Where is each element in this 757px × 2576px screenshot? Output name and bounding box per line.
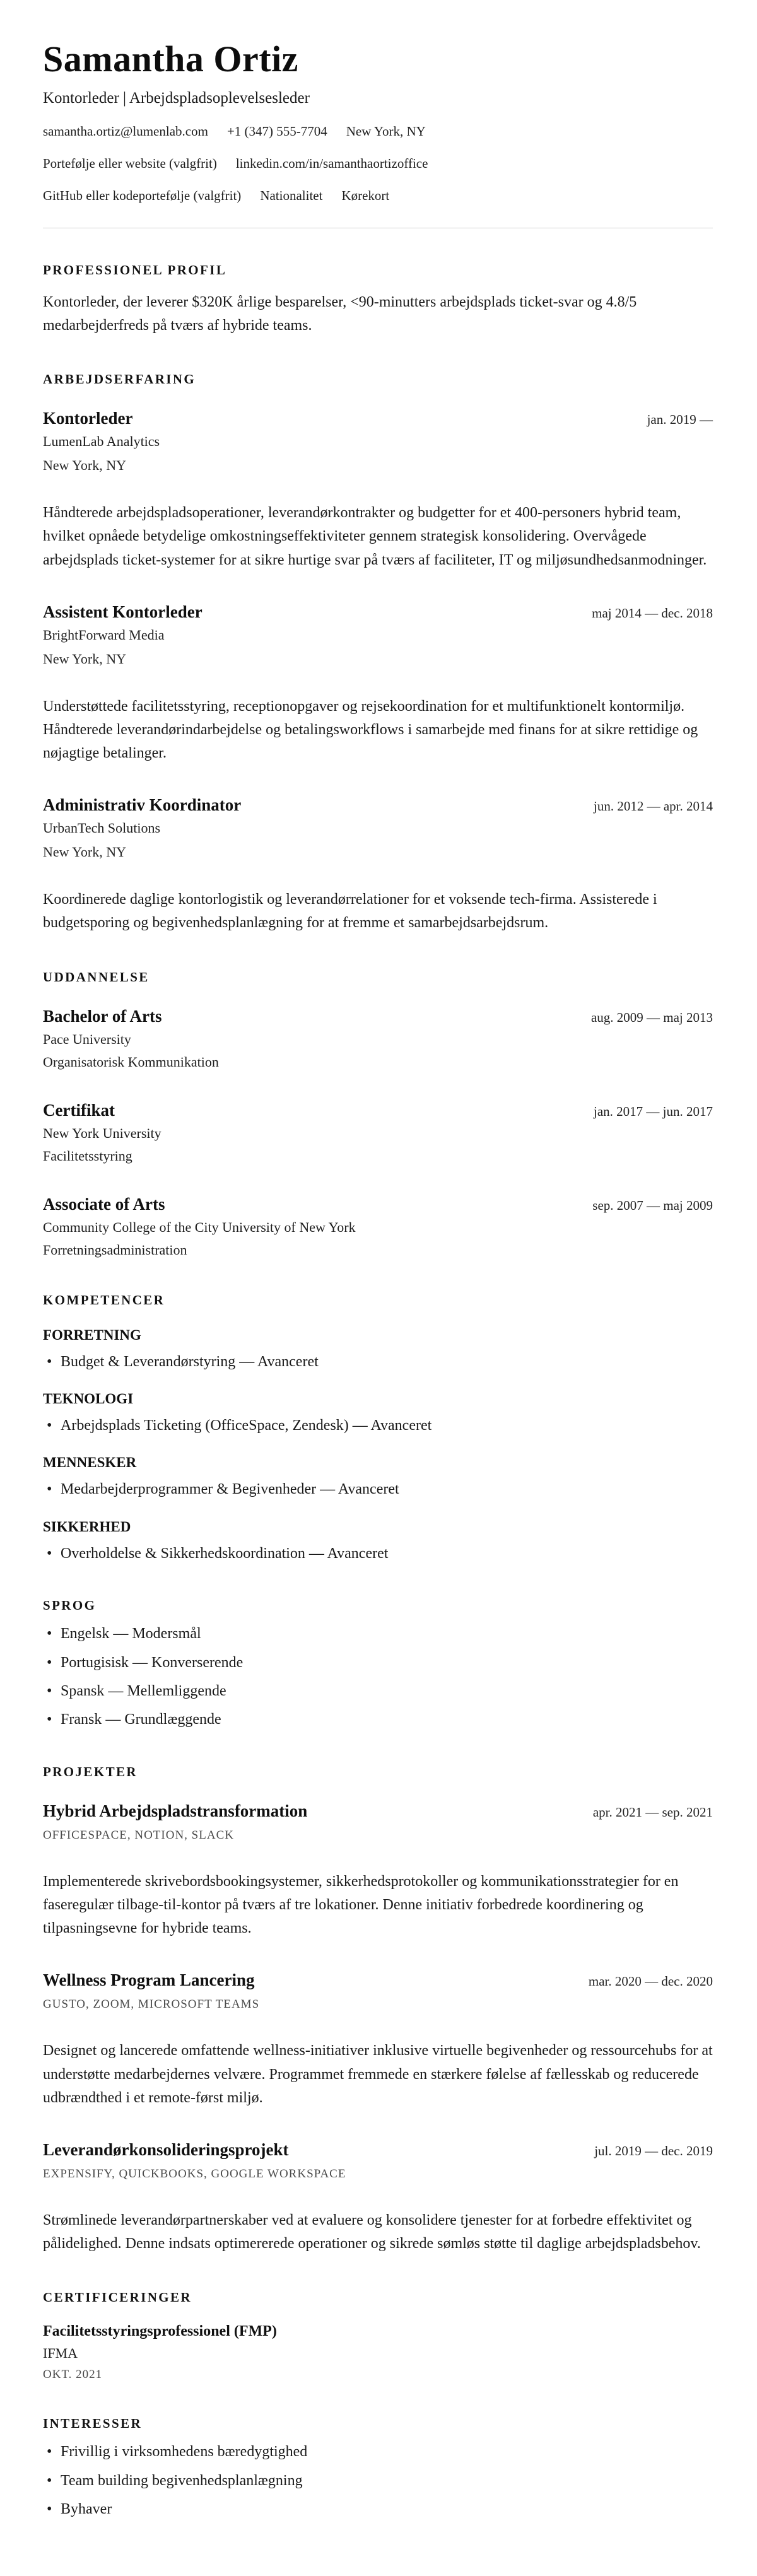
job-dates: maj 2014 — dec. 2018 bbox=[592, 605, 713, 621]
skill-list bbox=[43, 1479, 713, 1499]
job-location: New York, NY bbox=[43, 650, 127, 667]
job-title: Assistent Kontorleder bbox=[43, 602, 202, 621]
skill-group bbox=[43, 1455, 713, 1499]
certifications-heading: CERTIFICERINGER bbox=[43, 2290, 192, 2305]
job-dates: jun. 2012 — apr. 2014 bbox=[594, 799, 713, 814]
project-item-header bbox=[43, 2140, 713, 2160]
resume-header bbox=[43, 39, 713, 204]
education-item-header bbox=[43, 1195, 713, 1214]
degree-name: Associate of Arts bbox=[43, 1194, 165, 1214]
education-item bbox=[43, 1195, 713, 1258]
field-of-study: Facilitetsstyring bbox=[43, 1147, 132, 1164]
contact-row-1 bbox=[43, 124, 713, 139]
education-dates: jan. 2017 — jun. 2017 bbox=[594, 1103, 713, 1119]
skill-category: MENNESKER bbox=[43, 1455, 137, 1471]
profile-text: Kontorleder, der leverer $320K årlige besparelser, <90-minutters arbejdsplads ticket-svar og 4.8/5 medarbejderfreds på tværs af hybride teams. bbox=[43, 293, 637, 334]
skill-group bbox=[43, 1519, 713, 1564]
skill-category: SIKKERHED bbox=[43, 1518, 131, 1535]
section-experience bbox=[43, 372, 713, 935]
contact-email: samantha.ortiz@lumenlab.com bbox=[43, 123, 208, 139]
section-certifications bbox=[43, 2290, 713, 2382]
school-name: Pace University bbox=[43, 1031, 131, 1047]
skill-category: FORRETNING bbox=[43, 1326, 141, 1343]
job-company: LumenLab Analytics bbox=[43, 433, 160, 450]
job-location: New York, NY bbox=[43, 457, 127, 474]
project-tools: OFFICESPACE, NOTION, SLACK bbox=[43, 1828, 234, 1842]
job-company: BrightForward Media bbox=[43, 626, 165, 643]
language-item: • Fransk — Grundlæggende bbox=[43, 1709, 713, 1730]
education-heading: UDDANNELSE bbox=[43, 969, 150, 985]
project-description: Strømlinede leverandørpartnerskaber ved at evaluere og konsolidere tjenester for at forbedre effektivitet og pålidelighed. Denne indsats optimererede operationer og sikrede sømløs støtte til daglige arbejdspladsbehov. bbox=[43, 2211, 701, 2252]
skill-category: TEKNOLOGI bbox=[43, 1391, 134, 1407]
interest-item: • Team building begivenhedsplanlægning bbox=[43, 2471, 713, 2491]
field-of-study: Organisatorisk Kommunikation bbox=[43, 1053, 219, 1070]
languages-heading: SPROG bbox=[43, 1598, 97, 1613]
job-dates: jan. 2019 — bbox=[647, 412, 713, 428]
job-description: Understøttede facilitetsstyring, receptionopgaver og rejsekoordination for et multifunktionelt kontormiljø. Håndterede leverandørindarbejdelse og betalingsworkflows i samarbejde med finans for at sikre rettidige og nøjagtige betalinger. bbox=[43, 698, 698, 762]
skill-item: • Overholdelse & Sikkerhedskoordination — Avanceret bbox=[43, 1543, 713, 1564]
interest-item: • Byhaver bbox=[43, 2499, 713, 2519]
skill-group bbox=[43, 1391, 713, 1436]
contact-linkedin: linkedin.com/in/samanthaortizoffice bbox=[235, 155, 428, 171]
project-item bbox=[43, 1970, 713, 2110]
school-name: New York University bbox=[43, 1125, 161, 1141]
skill-item: • Medarbejderprogrammer & Begivenheder — Avanceret bbox=[43, 1479, 713, 1499]
language-list bbox=[43, 1624, 713, 1730]
education-item-header bbox=[43, 1101, 713, 1120]
project-dates: mar. 2020 — dec. 2020 bbox=[588, 1974, 713, 1989]
contact-row-3 bbox=[43, 188, 713, 204]
field-of-study: Forretningsadministration bbox=[43, 1241, 187, 1258]
language-item: • Portugisisk — Konverserende bbox=[43, 1653, 713, 1673]
project-tools: EXPENSIFY, QUICKBOOKS, GOOGLE WORKSPACE bbox=[43, 2167, 346, 2181]
contact-github: GitHub eller kodeportefølje (valgfrit) bbox=[43, 187, 242, 203]
project-item bbox=[43, 2140, 713, 2256]
project-description: Designet og lancerede omfattende wellness-initiativer inklusive virtuelle begivenheder og ressourcehubs for at understøtte medarbejdernes velvære. Programmet fremmede en stærkere følelse af fællesskab og reducerede udbrændthed i et remote-først miljø. bbox=[43, 2042, 713, 2106]
project-title: Wellness Program Lancering bbox=[43, 1970, 255, 1990]
language-item: • Spansk — Mellemliggende bbox=[43, 1681, 713, 1701]
project-dates: apr. 2021 — sep. 2021 bbox=[592, 1804, 713, 1820]
experience-item-header bbox=[43, 409, 713, 428]
job-description: Håndterede arbejdspladsoperationer, leverandørkontrakter og budgetter for et 400-personers hybrid team, hvilket opnåede betydelige omkostningseffektiviteter gennem strategisk konsolidering. Overvågede arbejdsplads ticket-systemer for at sikre hurtige svar på tværs af faciliteter, IT og miljøsundhedsanmodninger. bbox=[43, 505, 707, 568]
skill-item: • Budget & Leverandørstyring — Avanceret bbox=[43, 1352, 713, 1372]
contact-license: Kørekort bbox=[341, 187, 390, 203]
job-title: Kontorleder bbox=[43, 409, 133, 428]
job-title: Administrativ Koordinator bbox=[43, 795, 242, 815]
education-dates: sep. 2007 — maj 2009 bbox=[592, 1197, 713, 1213]
project-item-header bbox=[43, 1801, 713, 1821]
degree-name: Certifikat bbox=[43, 1100, 115, 1120]
project-item bbox=[43, 1801, 713, 1941]
contact-phone: +1 (347) 555-7704 bbox=[226, 123, 327, 139]
education-item bbox=[43, 1101, 713, 1164]
project-title: Hybrid Arbejdspladstransformation bbox=[43, 1801, 308, 1820]
experience-item bbox=[43, 795, 713, 935]
person-headline: Kontorleder | Arbejdspladsoplevelsesleder bbox=[43, 89, 310, 107]
certification-name: Facilitetsstyringsprofessionel (FMP) bbox=[43, 2323, 277, 2340]
certification-date: OKT. 2021 bbox=[43, 2368, 103, 2382]
projects-heading: PROJEKTER bbox=[43, 1764, 138, 1779]
education-dates: aug. 2009 — maj 2013 bbox=[590, 1009, 713, 1025]
skill-group bbox=[43, 1327, 713, 1372]
experience-item bbox=[43, 602, 713, 766]
project-item-header bbox=[43, 1970, 713, 1990]
interest-item: • Frivillig i virksomhedens bæredygtighed bbox=[43, 2442, 713, 2462]
project-title: Leverandørkonsolideringsprojekt bbox=[43, 2140, 289, 2159]
education-item bbox=[43, 1007, 713, 1070]
section-education bbox=[43, 969, 713, 1258]
degree-name: Bachelor of Arts bbox=[43, 1006, 162, 1026]
certification-issuer: IFMA bbox=[43, 2345, 78, 2362]
project-tools: GUSTO, ZOOM, MICROSOFT TEAMS bbox=[43, 1998, 260, 2011]
job-description: Koordinerede daglige kontorlogistik og leverandørrelationer for et voksende tech-firma. Assisterede i budgetsporing og begivenhedsplanlægning for at fremme et samarbejdsarbejdsrum. bbox=[43, 891, 657, 932]
certification-item bbox=[43, 2323, 713, 2382]
skill-list bbox=[43, 1543, 713, 1564]
job-location: New York, NY bbox=[43, 844, 127, 860]
contact-location: New York, NY bbox=[346, 123, 426, 139]
project-description: Implementerede skrivebordsbookingsystemer, sikkerhedsprotokoller og kommunikationsstrategier for en faseregulær tilbage-til-kontor på tværs af tre lokationer. Denne initiativ forbedrede koordinering og tilpasningsevne for hybride teams. bbox=[43, 1873, 679, 1937]
experience-item-header bbox=[43, 795, 713, 815]
profile-heading: PROFESSIONEL PROFIL bbox=[43, 262, 227, 278]
interest-list bbox=[43, 2442, 713, 2519]
contact-website: Portefølje eller website (valgfrit) bbox=[43, 155, 217, 171]
skills-heading: KOMPETENCER bbox=[43, 1292, 165, 1308]
person-name: Samantha Ortiz bbox=[43, 38, 298, 79]
experience-item bbox=[43, 409, 713, 572]
experience-heading: ARBEJDSERFARING bbox=[43, 372, 196, 387]
skill-list bbox=[43, 1415, 713, 1436]
education-item-header bbox=[43, 1007, 713, 1026]
language-item: • Engelsk — Modersmål bbox=[43, 1624, 713, 1644]
skill-item: • Arbejdsplads Ticketing (OfficeSpace, Zendesk) — Avanceret bbox=[43, 1415, 713, 1436]
section-projects bbox=[43, 1764, 713, 2256]
section-interests bbox=[43, 2416, 713, 2519]
school-name: Community College of the City University of New York bbox=[43, 1219, 356, 1235]
job-company: UrbanTech Solutions bbox=[43, 820, 161, 836]
contact-nationality: Nationalitet bbox=[260, 187, 323, 203]
contact-row-2 bbox=[43, 156, 713, 172]
section-languages bbox=[43, 1598, 713, 1730]
interests-heading: INTERESSER bbox=[43, 2416, 143, 2432]
experience-item-header bbox=[43, 602, 713, 622]
skill-list bbox=[43, 1352, 713, 1372]
project-dates: jul. 2019 — dec. 2019 bbox=[594, 2143, 713, 2158]
section-skills bbox=[43, 1292, 713, 1564]
section-profile bbox=[43, 262, 713, 337]
